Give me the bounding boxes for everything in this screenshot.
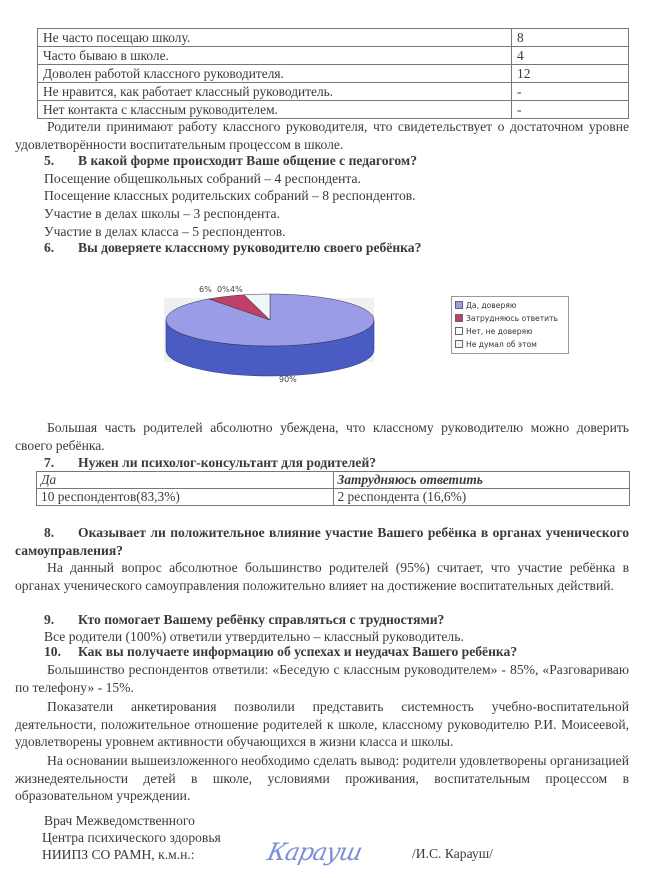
- signature-name: /И.С. Карауш/: [412, 846, 493, 861]
- legend-swatch: [455, 301, 463, 309]
- legend-swatch: [455, 340, 463, 348]
- row-label: Не часто посещаю школу.: [38, 29, 512, 47]
- handwritten-signature: Карауш: [265, 838, 365, 866]
- paragraph-conclusion: На основании вышеизложенного необходимо сделать вывод: родители удовлетворены организацией жизнедеятельности детей в школе, условиями проживания, воспитательным процессом в образовательном учреждении.: [15, 753, 629, 803]
- question-number: 10.: [44, 644, 61, 659]
- table-row: [38, 83, 629, 101]
- question-6: [44, 240, 421, 256]
- question-text: Нужен ли психолог-консультант для родителей?: [78, 455, 377, 470]
- question-number: 9.: [44, 612, 55, 627]
- row-label: Часто бываю в школе.: [38, 47, 512, 65]
- attendance-table: [37, 28, 629, 119]
- question-text: В какой форме происходит Ваше общение с педагогом?: [78, 153, 417, 168]
- question-5: [44, 153, 417, 169]
- question-text: Кто помогает Вашему ребёнку справляться с трудностями?: [78, 612, 445, 627]
- table-header-row: [37, 472, 630, 489]
- paragraph-self-government: На данный вопрос абсолютное большинство родителей (95%) считает, что участие ребёнка в органах ученического самоуправления положительно влияет на достижение воспитательных действий.: [15, 560, 629, 593]
- answer-item: Посещение общешкольных собраний – 4 респондента.: [44, 171, 361, 186]
- data-label-not-thought: 4%: [230, 285, 243, 294]
- row-value: 8: [512, 29, 629, 47]
- question-text: Как вы получаете информацию об успехах и неудачах Вашего ребёнка?: [78, 644, 518, 659]
- row-value: 4: [512, 47, 629, 65]
- legend-item: [455, 338, 568, 351]
- question-text: Оказывает ли положительное влияние участие Вашего ребёнка в органах ученического самоуправления?: [15, 525, 629, 558]
- table-row: [37, 489, 630, 506]
- legend-label: Не думал об этом: [466, 340, 537, 349]
- data-label-distrust: 0%: [217, 285, 230, 294]
- header-yes: Да: [37, 472, 334, 489]
- question-number: 5.: [44, 153, 55, 168]
- question-7: [44, 455, 376, 471]
- legend-label: Нет, не доверяю: [466, 327, 533, 336]
- data-label-no-answer: 6%: [199, 285, 212, 294]
- row-value: 12: [512, 65, 629, 83]
- row-value: -: [512, 83, 629, 101]
- question-number: 8.: [44, 525, 55, 540]
- paragraph-trust: Большая часть родителей абсолютно убеждена, что классному руководителю можно доверить своего ребёнка.: [15, 420, 629, 453]
- question-9: [44, 612, 444, 628]
- pie-top-group: [166, 294, 374, 346]
- paragraph-results: Показатели анкетирования позволили представить системность учебно-воспитательной деятельности, положительное отношение родителей к школе, классному руководителю Р.И. Моисеевой, удовлетворены уровнем активности обучающихся в жизни класса и школы.: [15, 699, 629, 749]
- chart-legend: [451, 296, 569, 354]
- legend-label: Затрудняюсь ответить: [466, 314, 558, 323]
- paragraph-help: Все родители (100%) ответили утвердительно – классный руководитель.: [44, 629, 464, 644]
- table-row: [38, 101, 629, 119]
- signature-line: НИИПЗ СО РАМН, к.м.н.:: [42, 847, 195, 862]
- question-8: [15, 524, 629, 559]
- legend-swatch: [455, 314, 463, 322]
- paragraph-info: Большинство респондентов ответили: «Беседую с классным руководителем» - 85%, «Разговариваю по телефону» - 15%.: [15, 662, 629, 695]
- row-label: Нет контакта с классным руководителем.: [38, 101, 512, 119]
- legend-item: [455, 299, 568, 312]
- question-number: 6.: [44, 240, 55, 255]
- table-row: [38, 47, 629, 65]
- header-unsure: Затрудняюсь ответить: [333, 472, 630, 489]
- data-label-trust: 90%: [279, 375, 297, 384]
- row-value: -: [512, 101, 629, 119]
- value-unsure: 2 респондента (16,6%): [333, 489, 630, 506]
- psychologist-table: [36, 471, 630, 506]
- table-row: [38, 65, 629, 83]
- signature-block: [42, 812, 221, 863]
- answer-item: Посещение классных родительских собраний – 8 респондентов.: [44, 188, 416, 203]
- answer-item: Участие в делах класса – 5 респондентов.: [44, 224, 286, 239]
- value-yes: 10 респондентов(83,3%): [37, 489, 334, 506]
- signature-line: Врач Межведомственного: [44, 813, 195, 828]
- question-10: [44, 644, 517, 660]
- legend-item: [455, 312, 568, 325]
- table-row: [38, 29, 629, 47]
- legend-swatch: [455, 327, 463, 335]
- legend-label: Да, доверяю: [466, 301, 517, 310]
- legend-item: [455, 325, 568, 338]
- row-label: Доволен работой классного руководителя.: [38, 65, 512, 83]
- row-label: Не нравится, как работает классный руководитель.: [38, 83, 512, 101]
- signature-line: Центра психического здоровья: [42, 830, 221, 845]
- question-number: 7.: [44, 455, 55, 470]
- question-text: Вы доверяете классному руководителю своего ребёнка?: [78, 240, 422, 255]
- answer-item: Участие в делах школы – 3 респондента.: [44, 206, 280, 221]
- paragraph-acceptance: Родители принимают работу классного руководителя, что свидетельствует о достаточном уровне удовлетворённости воспитательным процессом в школе.: [15, 119, 629, 152]
